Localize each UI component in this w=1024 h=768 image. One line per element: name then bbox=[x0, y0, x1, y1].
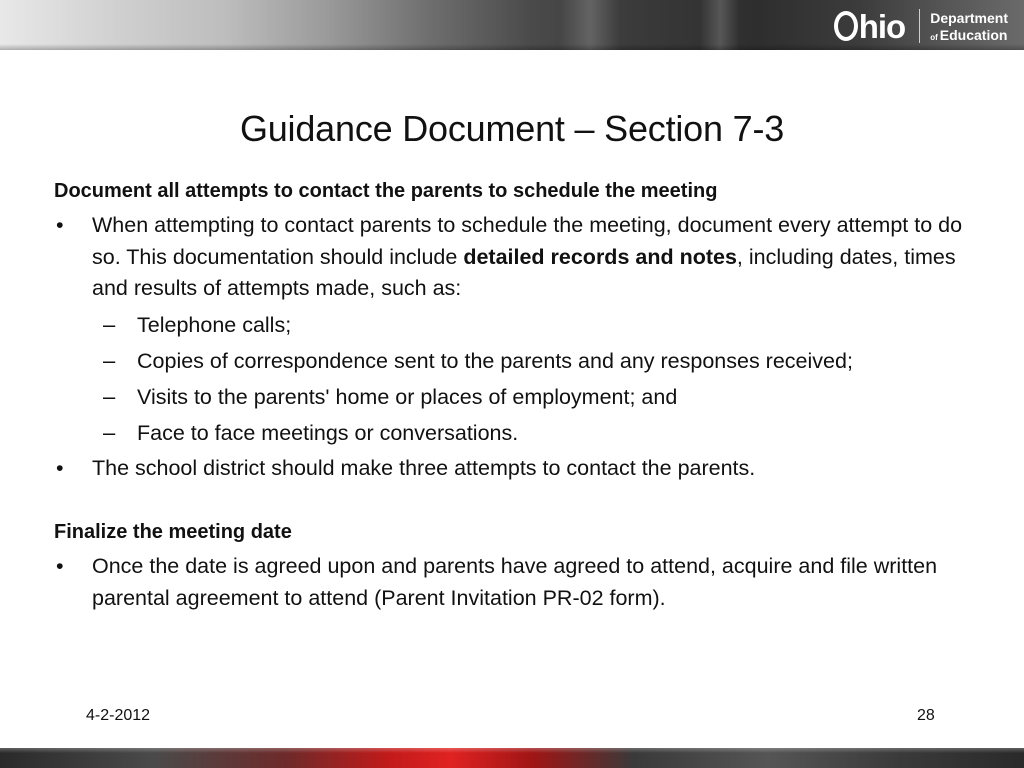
section2-bullet1 bbox=[54, 551, 994, 614]
dash-mark: – bbox=[103, 383, 116, 409]
bullet2-text: The school district should make three attempts to contact the parents. bbox=[92, 455, 756, 480]
subitem-text: Visits to the parents' home or places of employment; and bbox=[137, 384, 678, 409]
department-of: of bbox=[930, 32, 938, 42]
dash-mark: – bbox=[103, 419, 116, 445]
subitem bbox=[54, 382, 994, 413]
bullet1-text-bold: detailed records and notes bbox=[463, 244, 737, 269]
ohio-wordmark-text: hio bbox=[858, 7, 906, 45]
dash-mark: – bbox=[103, 347, 116, 373]
section2-heading: Finalize the meeting date bbox=[54, 521, 292, 543]
slide-content bbox=[54, 176, 994, 614]
section1-heading: Document all attempts to contact the parents to schedule the meeting bbox=[54, 180, 718, 202]
spacer bbox=[54, 484, 994, 517]
page-number: 28 bbox=[917, 707, 935, 724]
section2-bullet1-text: Once the date is agreed upon and parents have agreed to attend, acquire and file written parental agreement to attend (Parent Invitation PR-02 form). bbox=[92, 554, 938, 610]
subitem-text: Telephone calls; bbox=[137, 312, 292, 337]
dash-mark: – bbox=[103, 311, 116, 337]
bullet1-text-before: When attempting to contact parents to schedule the meeting, document every attempt to do so. This documentation should include bbox=[92, 213, 963, 269]
section1-bullet1 bbox=[54, 210, 994, 305]
banner-streak bbox=[560, 0, 620, 50]
ohio-logo bbox=[834, 7, 1008, 45]
department-line2 bbox=[930, 28, 1008, 42]
section1-bullet2 bbox=[54, 453, 994, 485]
bullet-mark: • bbox=[56, 455, 64, 480]
subitem bbox=[54, 346, 994, 377]
department-line1: Department bbox=[930, 9, 1008, 26]
department-education: Education bbox=[939, 26, 1008, 43]
banner-streak bbox=[700, 0, 740, 50]
bullet-mark: • bbox=[56, 213, 64, 237]
footer-date: 4-2-2012 bbox=[86, 707, 151, 724]
logo-divider bbox=[919, 9, 920, 43]
subitem bbox=[54, 310, 994, 341]
slide-title: Guidance Document – Section 7-3 bbox=[239, 108, 785, 149]
ohio-wordmark bbox=[834, 7, 906, 45]
ohio-o-icon bbox=[834, 11, 858, 41]
department-name bbox=[930, 11, 1008, 42]
bullet1-text-after: , including dates, times and results of attempts made, such as: bbox=[92, 244, 956, 300]
subitem bbox=[54, 418, 994, 449]
bottom-banner-highlight bbox=[0, 748, 1024, 753]
top-banner bbox=[0, 0, 1024, 50]
bottom-banner bbox=[0, 748, 1024, 768]
subitem-text: Face to face meetings or conversations. bbox=[137, 420, 519, 445]
bullet-mark: • bbox=[56, 554, 64, 578]
subitem-text: Copies of correspondence sent to the parents and any responses received; bbox=[137, 348, 853, 373]
